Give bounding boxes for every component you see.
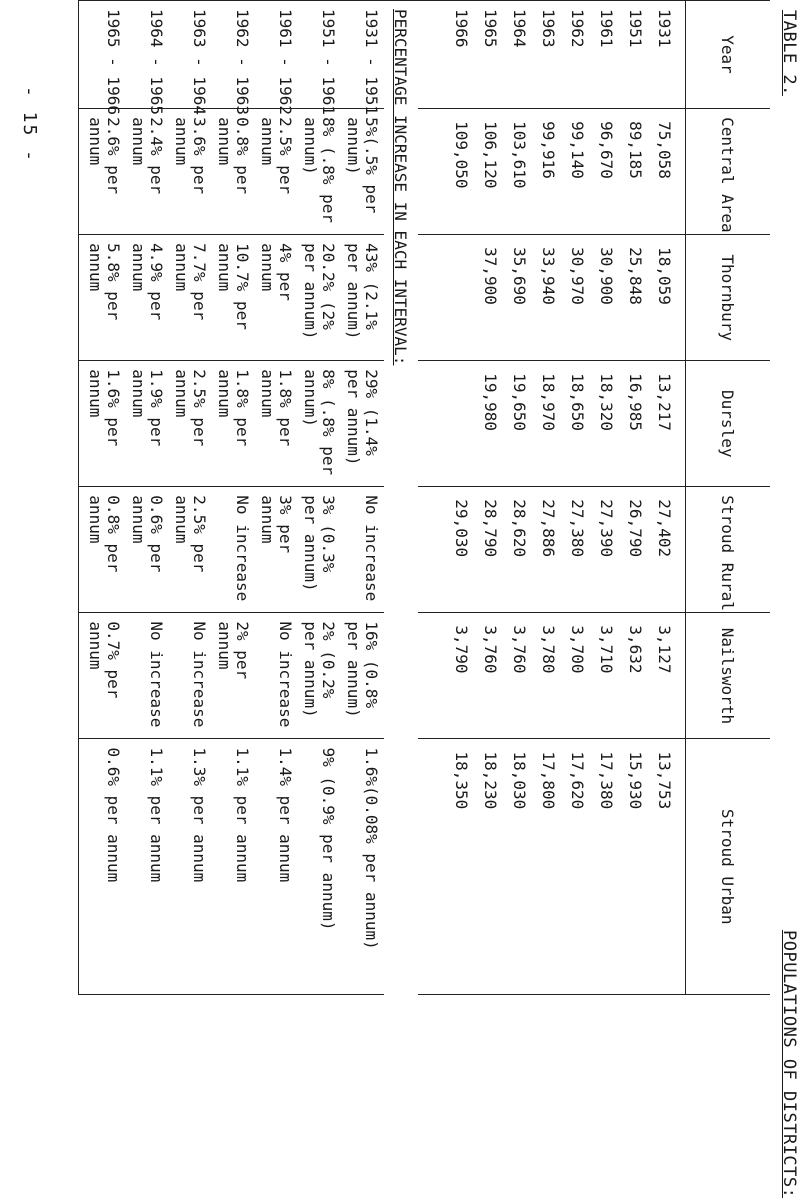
rule-cell xyxy=(79,613,84,739)
percentage-cell: 1.8% per annum xyxy=(255,361,298,487)
population-cell: 89,185 xyxy=(621,109,650,235)
header-row xyxy=(686,1,771,995)
population-cell xyxy=(447,361,476,487)
spacer-cell xyxy=(418,109,447,235)
column-header: Central Area xyxy=(686,109,771,235)
population-cell: 15,930 xyxy=(621,739,650,995)
population-cell: 28,790 xyxy=(476,487,505,613)
population-cell: 75,058 xyxy=(650,109,686,235)
population-cell: 30,970 xyxy=(563,235,592,361)
percentage-cell: 2% per annum xyxy=(212,613,255,739)
population-cell: 99,140 xyxy=(563,109,592,235)
year-row xyxy=(592,1,621,995)
percentage-cell: 1.3% per annum xyxy=(169,739,212,995)
population-cell: 18,230 xyxy=(476,739,505,995)
spacer-cell xyxy=(418,739,447,995)
population-cell: 106,120 xyxy=(476,109,505,235)
population-table xyxy=(78,0,770,995)
year-cell: 1964 xyxy=(505,1,534,109)
interval-row xyxy=(298,1,341,995)
population-cell: 109,050 xyxy=(447,109,476,235)
year-cell: 1961 xyxy=(592,1,621,109)
year-row xyxy=(534,1,563,995)
percentage-cell: 1.1% per annum xyxy=(126,739,169,995)
population-cell: 3,632 xyxy=(621,613,650,739)
page-number: - 15 - xyxy=(19,86,40,164)
year-row xyxy=(621,1,650,995)
percentage-cell: 1.6% per annum xyxy=(83,361,126,487)
percentage-cell: 16% (0.8% per annum) xyxy=(341,613,384,739)
interval-period-cell: 1964 - 1965 xyxy=(126,1,169,109)
population-cell: 3,790 xyxy=(447,613,476,739)
spacer-cell xyxy=(418,1,447,109)
percentage-cell: 2% (0.2% per annum) xyxy=(298,613,341,739)
percentage-cell: 2.5% per annum xyxy=(169,487,212,613)
percentage-cell: 4% per annum xyxy=(255,235,298,361)
year-row xyxy=(476,1,505,995)
rule-cell xyxy=(79,487,84,613)
column-header: Stroud Rural xyxy=(686,487,771,613)
section-row xyxy=(384,1,418,995)
interval-row xyxy=(126,1,169,995)
column-header: Dursley xyxy=(686,361,771,487)
percentage-cell: 2.6% per annum xyxy=(83,109,126,235)
rule-cell xyxy=(79,235,84,361)
rule-cell xyxy=(79,109,84,235)
population-cell: 3,760 xyxy=(476,613,505,739)
population-cell: 13,753 xyxy=(650,739,686,995)
percentage-cell: 3% (0.3% per annum) xyxy=(298,487,341,613)
percentage-cell: 1.4% per annum xyxy=(255,739,298,995)
interval-period-cell: 1931 - 1951 xyxy=(341,1,384,109)
bottom-rule xyxy=(79,1,84,995)
percentage-cell: 8% (.8% per annum) xyxy=(298,361,341,487)
interval-period-cell: 1961 - 1962 xyxy=(255,1,298,109)
interval-row xyxy=(255,1,298,995)
percentage-cell: 1.8% per annum xyxy=(212,361,255,487)
interval-period-cell: 1951 - 1961 xyxy=(298,1,341,109)
column-header: Year xyxy=(686,1,771,109)
spacer-row xyxy=(418,1,447,995)
percentage-cell: 0.6% per annum xyxy=(126,487,169,613)
spacer-cell xyxy=(418,487,447,613)
population-cell: 18,970 xyxy=(534,361,563,487)
percentage-cell: No increase xyxy=(169,613,212,739)
population-cell: 103,610 xyxy=(505,109,534,235)
population-cell: 3,760 xyxy=(505,613,534,739)
population-cell: 19,980 xyxy=(476,361,505,487)
year-cell: 1965 xyxy=(476,1,505,109)
population-cell: 26,790 xyxy=(621,487,650,613)
interval-period-cell: 1965 - 1966 xyxy=(83,1,126,109)
percentage-cell: 5.8% per annum xyxy=(83,235,126,361)
percentage-cell: No increase xyxy=(212,487,255,613)
population-cell: 27,390 xyxy=(592,487,621,613)
population-cell: 3,780 xyxy=(534,613,563,739)
population-cell: 3,127 xyxy=(650,613,686,739)
rule-cell xyxy=(79,1,84,109)
percentage-cell: 0.8% per annum xyxy=(212,109,255,235)
percentage-cell: 8% (.8% per annum) xyxy=(298,109,341,235)
year-row xyxy=(447,1,476,995)
percentage-cell: 4.9% per annum xyxy=(126,235,169,361)
population-cell: 16,985 xyxy=(621,361,650,487)
rule-cell xyxy=(79,739,84,995)
population-cell: 3,710 xyxy=(592,613,621,739)
table-body xyxy=(79,1,686,995)
percentage-cell: 9% (0.9% per annum) xyxy=(298,739,341,995)
percentage-cell: 2.5% per annum xyxy=(255,109,298,235)
percentage-cell: No increase xyxy=(126,613,169,739)
rule-cell xyxy=(79,361,84,487)
page-title: POPULATIONS OF DISTRICTS: xyxy=(779,930,799,1198)
percentage-cell: 0.8% per annum xyxy=(83,487,126,613)
year-row xyxy=(650,1,686,995)
spacer-cell xyxy=(418,361,447,487)
interval-row xyxy=(169,1,212,995)
spacer-cell xyxy=(418,613,447,739)
interval-period-cell: 1962 - 1963 xyxy=(212,1,255,109)
column-header: Stroud Urban xyxy=(686,739,771,995)
section-heading-cell xyxy=(384,1,418,995)
population-cell: 27,380 xyxy=(563,487,592,613)
population-cell: 29,030 xyxy=(447,487,476,613)
population-cell: 17,620 xyxy=(563,739,592,995)
population-cell: 27,886 xyxy=(534,487,563,613)
year-row xyxy=(563,1,592,995)
percentage-cell: 2.4% per annum xyxy=(126,109,169,235)
population-cell: 13,217 xyxy=(650,361,686,487)
percentage-cell: 29% (1.4% per annum) xyxy=(341,361,384,487)
percentage-cell: 43% (2.1% per annum) xyxy=(341,235,384,361)
percentage-cell: 20.2% (2% per annum) xyxy=(298,235,341,361)
population-cell: 27,402 xyxy=(650,487,686,613)
percentage-cell: No increase xyxy=(341,487,384,613)
column-header: Thornbury xyxy=(686,235,771,361)
population-cell: 17,800 xyxy=(534,739,563,995)
interval-row xyxy=(212,1,255,995)
spacer-cell xyxy=(418,235,447,361)
population-cell: 37,900 xyxy=(476,235,505,361)
population-cell: 18,030 xyxy=(505,739,534,995)
interval-row xyxy=(341,1,384,995)
percentage-cell: 10.7% per annum xyxy=(212,235,255,361)
population-cell: 25,848 xyxy=(621,235,650,361)
interval-period-cell: 1963 - 1964 xyxy=(169,1,212,109)
year-cell: 1963 xyxy=(534,1,563,109)
table-label: TABLE 2. xyxy=(779,10,799,96)
percentage-cell: 5%(.5% per annum) xyxy=(341,109,384,235)
population-cell: 18,650 xyxy=(563,361,592,487)
percentage-cell: 3% per annum xyxy=(255,487,298,613)
section-heading: PERCENTAGE INCREASE IN EACH INTERVAL: xyxy=(391,9,411,366)
percentage-cell: 1.9% per annum xyxy=(126,361,169,487)
percentage-cell: 7.7% per annum xyxy=(169,235,212,361)
percentage-cell: 2.5% per annum xyxy=(169,361,212,487)
year-cell: 1966 xyxy=(447,1,476,109)
population-cell: 28,620 xyxy=(505,487,534,613)
population-cell xyxy=(447,235,476,361)
column-header: Nailsworth xyxy=(686,613,771,739)
population-cell: 17,380 xyxy=(592,739,621,995)
year-cell: 1931 xyxy=(650,1,686,109)
population-cell: 96,670 xyxy=(592,109,621,235)
population-cell: 3,700 xyxy=(563,613,592,739)
population-cell: 19,650 xyxy=(505,361,534,487)
population-cell: 33,940 xyxy=(534,235,563,361)
population-cell: 99,916 xyxy=(534,109,563,235)
population-cell: 30,900 xyxy=(592,235,621,361)
percentage-cell: 3.6% per annum xyxy=(169,109,212,235)
year-cell: 1951 xyxy=(621,1,650,109)
percentage-cell: 0.6% per annum xyxy=(83,739,126,995)
percentage-cell: 1.6%(0.08% per annum) xyxy=(341,739,384,995)
percentage-cell: 1.1% per annum xyxy=(212,739,255,995)
percentage-cell: No increase xyxy=(255,613,298,739)
percentage-cell: 0.7% per annum xyxy=(83,613,126,739)
population-cell: 18,059 xyxy=(650,235,686,361)
year-row xyxy=(505,1,534,995)
interval-row xyxy=(83,1,126,995)
year-cell: 1962 xyxy=(563,1,592,109)
population-cell: 18,350 xyxy=(447,739,476,995)
population-cell: 35,690 xyxy=(505,235,534,361)
population-cell: 18,320 xyxy=(592,361,621,487)
